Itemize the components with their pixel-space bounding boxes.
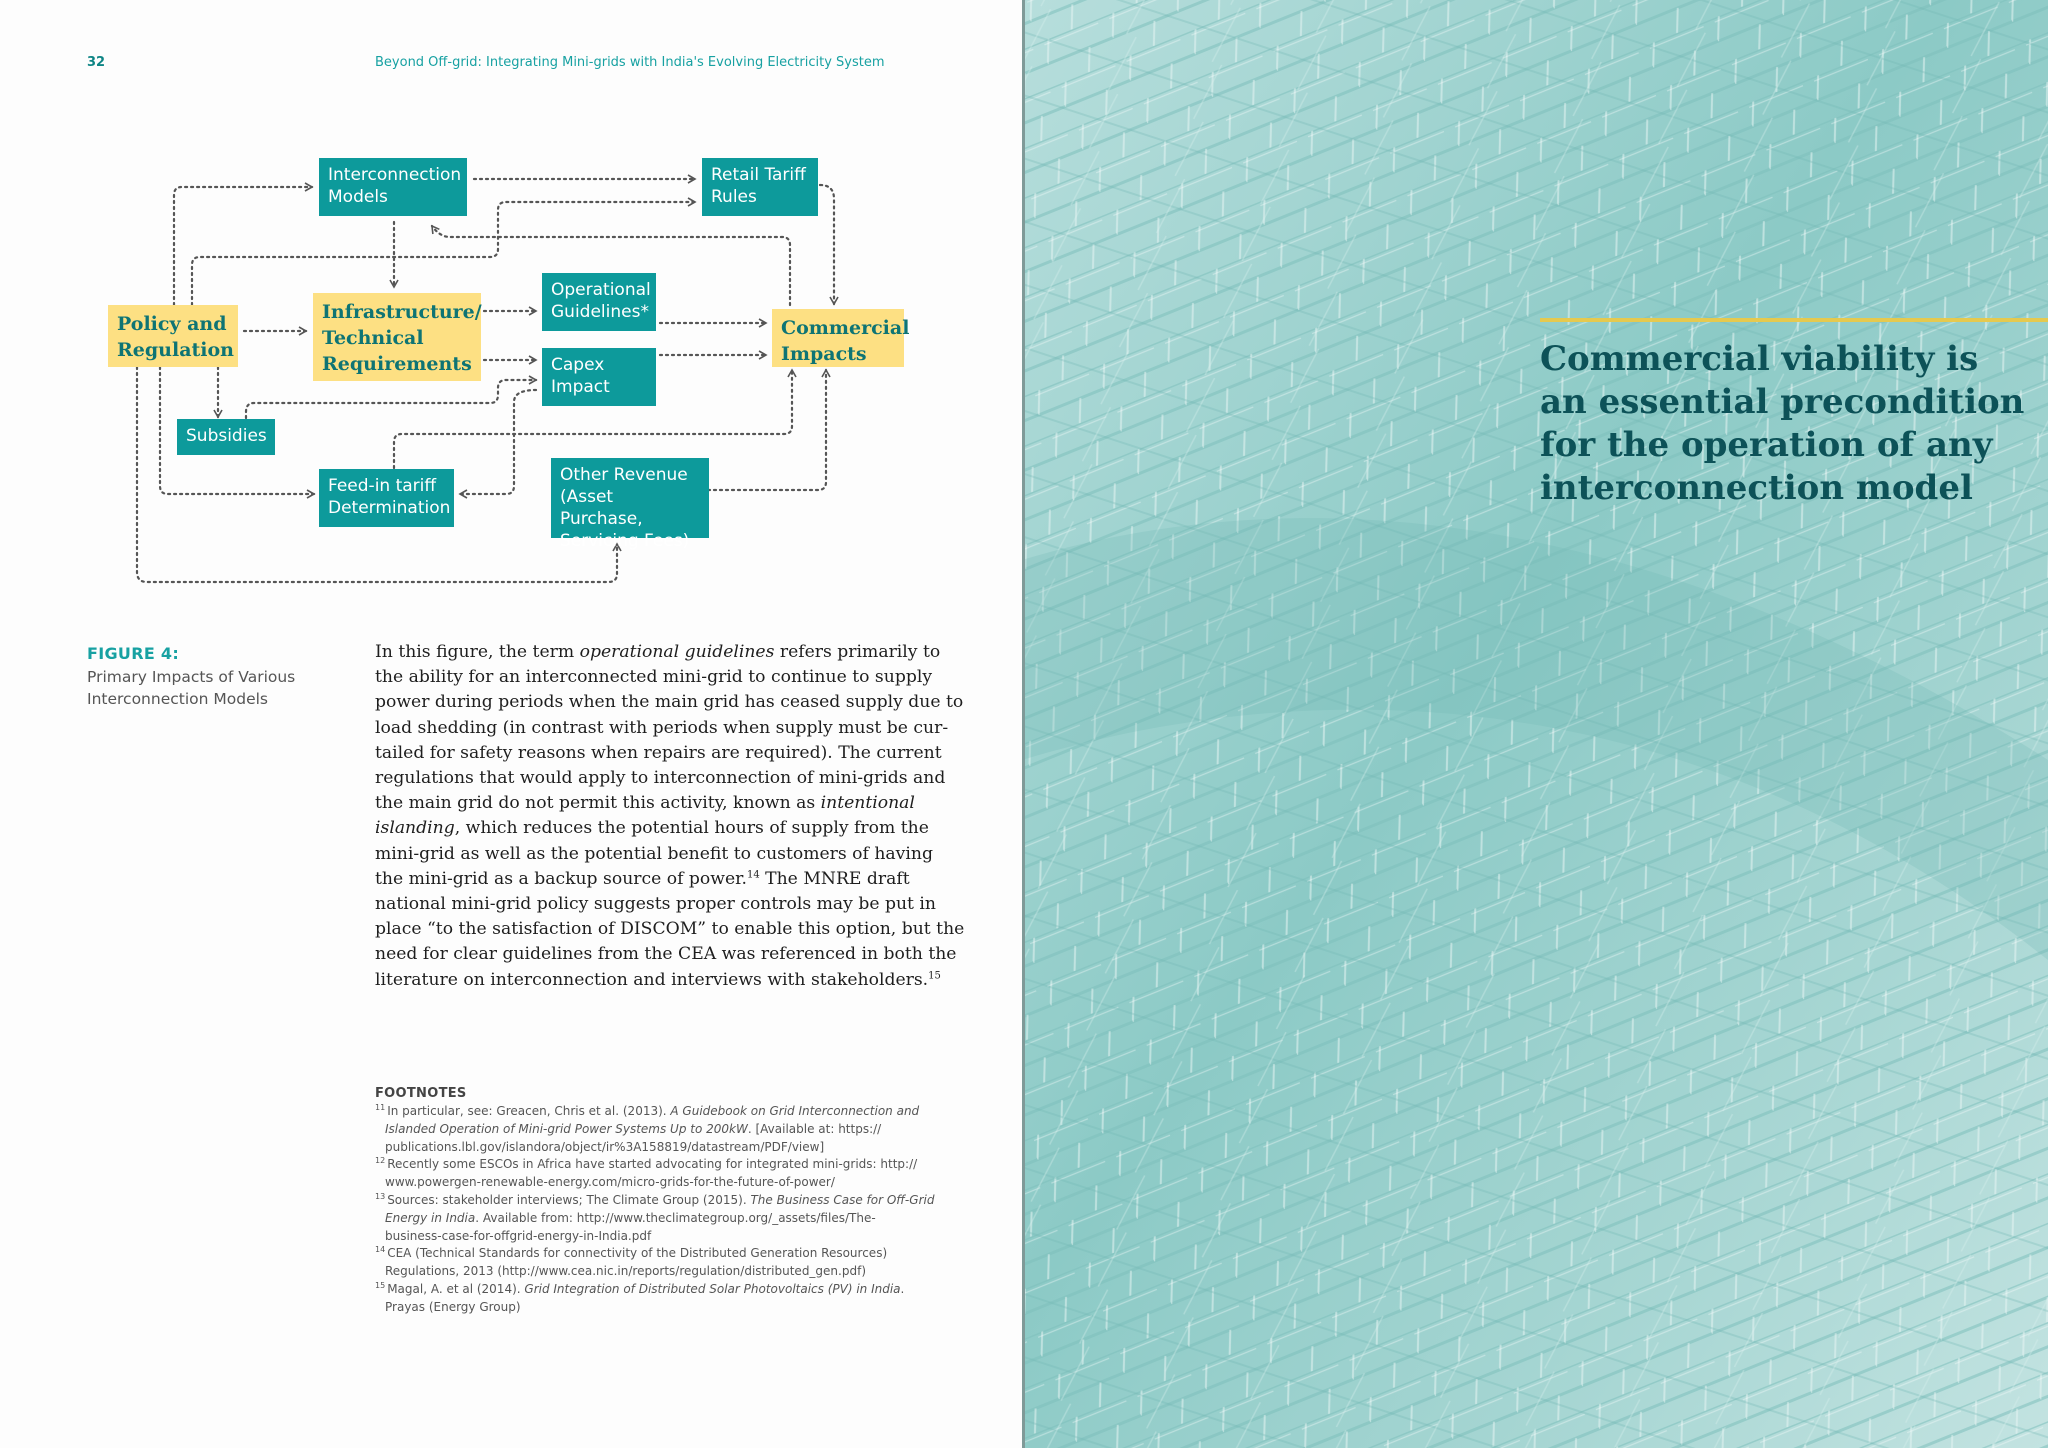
- node-interconnection-models: Interconnection Models: [319, 158, 467, 216]
- node-policy-and-regulation: Policy and Regulation: [108, 305, 238, 367]
- page-spine: [1022, 0, 1025, 1448]
- footnotes-heading: FOOTNOTES: [375, 1086, 467, 1101]
- node-retail-tariff-rules: Retail Tariff Rules: [702, 158, 818, 216]
- footnote-ref-14: 14: [746, 869, 760, 881]
- footnotes-list: [375, 1103, 935, 1317]
- footnote-ref-15: 15: [928, 969, 941, 981]
- node-capex-impact: Capex Impact: [542, 348, 656, 406]
- figure-4-diagram: [0, 0, 1022, 620]
- node-feed-in-tariff: Feed-in tariff Determination: [319, 469, 454, 527]
- footnote-11: $^{11}$ In particular, see: Greacen, Chris et al. (2013). A Guidebook on Grid Interconnection and Islanded Operation of Mini-grid Power Systems Up to 200kW. [Available at: https:// publications.lbl.gov/islandora/object/ir%3A158819/datastream/PDF/view]: [375, 1103, 920, 1154]
- page-number: 32: [87, 55, 106, 70]
- footnote-13: $^{13}$ Sources: stakeholder interviews; The Climate Group (2015). The Business Case for Off-Grid Energy in India. Available from: http://www.theclimategroup.org/_assets/files/The- business-case-for-offgrid-energy-in-India.pdf: [375, 1191, 935, 1243]
- footnote-14: $^{14}$ CEA (Technical Standards for connectivity of the Distributed Generation Resources) Regulations, 2013 (http://www.cea.nic.in/reports/regulation/distributed_gen.pdf): [375, 1245, 888, 1279]
- connector-other-revenue-to-commercial: [708, 370, 826, 490]
- connector-subsidies-to-capex: [246, 380, 536, 418]
- figure-caption: Primary Impacts of Various Interconnection Models: [87, 668, 296, 708]
- pull-quote: Commercial viability is an essential precondition for the operation of any interconnection model: [1540, 339, 2025, 508]
- node-infrastructure-requirements: Infrastructure/ Technical Requirements: [313, 293, 481, 381]
- running-header: Beyond Off-grid: Integrating Mini-grids with India's Evolving Electricity System: [375, 55, 885, 70]
- right-page: [1022, 0, 2048, 1448]
- figure-label: FIGURE 4:: [87, 644, 180, 663]
- footnote-15: $^{15}$ Magal, A. et al (2014). Grid Integration of Distributed Solar Photovoltaics (PV) in India. Prayas (Energy Group): [375, 1280, 905, 1314]
- connector-policy-to-interconnection: [174, 187, 312, 305]
- node-other-revenue: Other Revenue (Asset Purchase, Servicing Fees): [551, 458, 709, 538]
- connector-retail-to-commercial: [820, 185, 834, 304]
- accent-rule: [1540, 318, 2048, 322]
- left-page: [0, 0, 1022, 1448]
- connector-capex-to-feedin: [460, 390, 536, 494]
- node-commercial-impacts: Commercial Impacts: [772, 309, 904, 367]
- node-subsidies: Subsidies: [177, 419, 275, 455]
- footnote-12: $^{12}$ Recently some ESCOs in Africa have started advocating for integrated mini-grids: http:// www.powergen-renewable-energy.com/micro-grids-for-the-future-of-power/: [375, 1156, 918, 1190]
- node-operational-guidelines: Operational Guidelines*: [542, 273, 656, 331]
- body-paragraph: In this figure, the term operational guidelines refers primarily to the ability for an interconnected mini-grid to continue to supply power during periods when the main grid has ceased supply due to load shedding (in contrast with periods when supply must be cur- tailed for safety reasons when repairs are required). The current regulations that would apply to interconnection of mini-grids and the main grid do not permit this activity, known as intentional islanding, which reduces the potential hours of supply from the mini-grid as well as the potential benefit to customers of having the mini-grid as a backup source of power.$^{14}$ The MNRE draft national mini-grid policy suggests proper controls may be put in place “to the satisfaction of DISCOM” to enable this option, but the need for clear guidelines from the CEA was referenced in both the literature on interconnection and interviews with stakeholders.$^{15}$: [375, 642, 965, 990]
- background-tile-pattern: [1022, 0, 2048, 1448]
